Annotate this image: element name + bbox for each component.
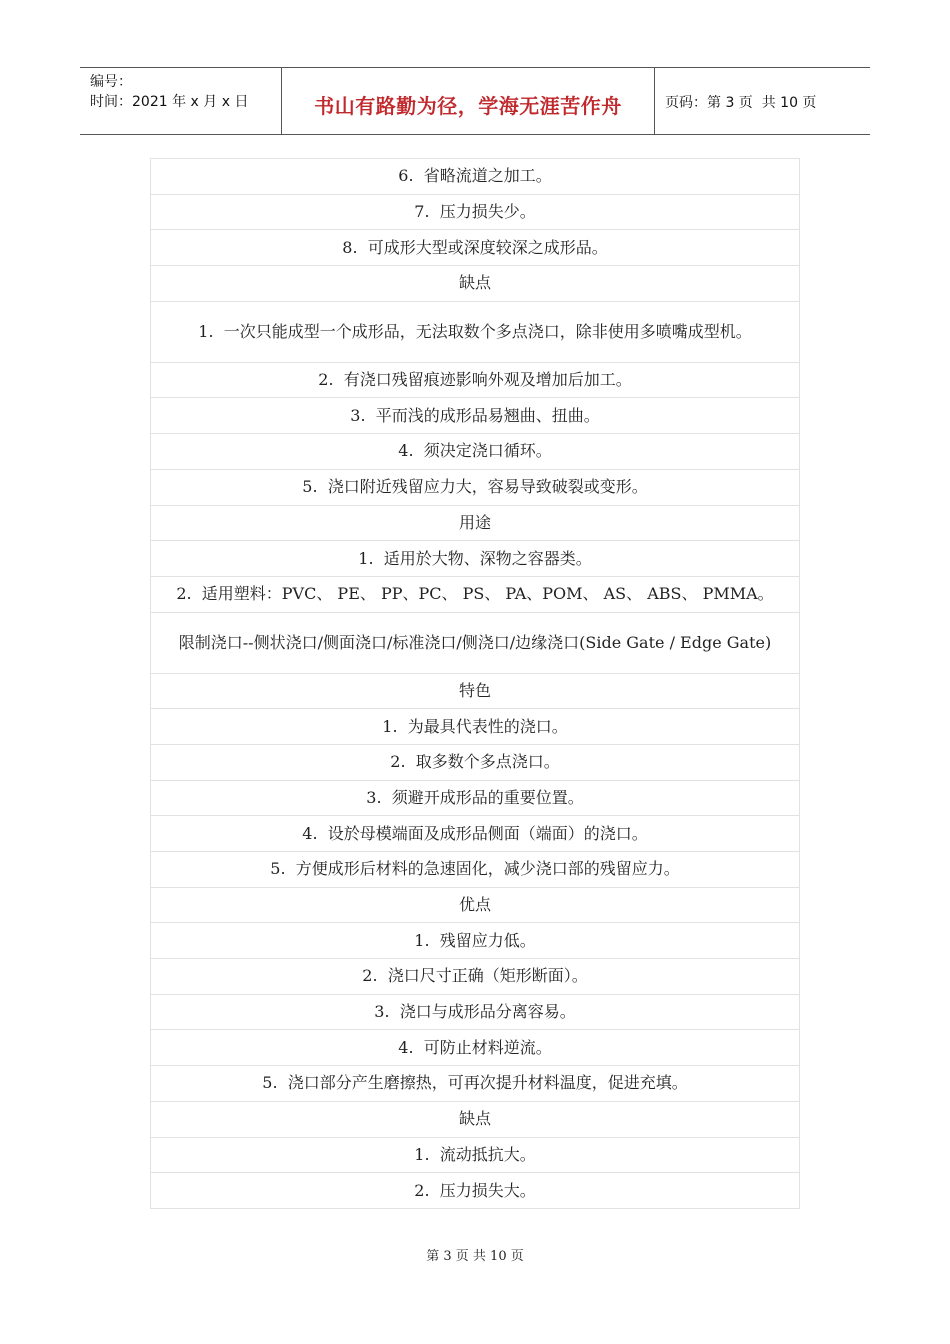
section-heading-row: 缺点 (151, 266, 799, 302)
content-table (150, 158, 800, 1209)
page-header (80, 67, 870, 135)
section-heading-row: 优点 (151, 888, 799, 924)
table-row: 1. 为最具代表性的浇口。 (151, 709, 799, 745)
section-heading-row: 用途 (151, 506, 799, 542)
table-row: 3. 浇口与成形品分离容易。 (151, 995, 799, 1031)
header-motto-cell (282, 68, 655, 134)
table-row: 8. 可成形大型或深度较深之成形品。 (151, 230, 799, 266)
table-row: 4. 须决定浇口循环。 (151, 434, 799, 470)
table-row: 1. 残留应力低。 (151, 923, 799, 959)
table-row: 2. 压力损失大。 (151, 1173, 799, 1209)
table-row: 5. 浇口部分产生磨擦热，可再次提升材料温度，促进充填。 (151, 1066, 799, 1102)
table-row: 1. 流动抵抗大。 (151, 1138, 799, 1174)
table-row: 4. 可防止材料逆流。 (151, 1030, 799, 1066)
section-heading-row: 缺点 (151, 1102, 799, 1138)
table-row: 5. 方便成形后材料的急速固化，减少浇口部的残留应力。 (151, 852, 799, 888)
document-number-label: 编号： (90, 74, 132, 90)
table-row: 5. 浇口附近残留应力大，容易导致破裂或变形。 (151, 470, 799, 506)
table-row: 1. 一次只能成型一个成形品，无法取数个多点浇口，除非使用多喷嘴成型机。 (151, 302, 799, 363)
header-page-info: 页码：第 3 页 共 10 页 (665, 95, 817, 111)
section-heading-row: 特色 (151, 674, 799, 710)
header-meta (80, 68, 282, 134)
table-row: 3. 须避开成形品的重要位置。 (151, 781, 799, 817)
table-row: 4. 设於母模端面及成形品侧面（端面）的浇口。 (151, 816, 799, 852)
table-row: 7. 压力损失少。 (151, 195, 799, 231)
gate-type-title-row: 限制浇口--侧状浇口/侧面浇口/标准浇口/侧浇口/边缘浇口(Side Gate / Edge Gate) (151, 613, 799, 674)
table-row: 2. 取多数个多点浇口。 (151, 745, 799, 781)
header-motto: 书山有路勤为径，学海无涯苦作舟 (314, 93, 622, 118)
table-row: 1. 适用於大物、深物之容器类。 (151, 541, 799, 577)
table-row: 2. 浇口尺寸正确（矩形断面）。 (151, 959, 799, 995)
table-row: 2. 适用塑料：PVC、 PE、 PP、PC、 PS、 PA、POM、 AS、 ABS、 PMMA。 (151, 577, 799, 613)
page-footer: 第 3 页 共 10 页 (426, 1249, 524, 1264)
document-time-label: 时间：2021 年 x 月 x 日 (90, 94, 249, 110)
table-row: 2. 有浇口残留痕迹影响外观及增加后加工。 (151, 363, 799, 399)
table-row: 6. 省略流道之加工。 (151, 159, 799, 195)
table-row: 3. 平而浅的成形品易翘曲、扭曲。 (151, 398, 799, 434)
